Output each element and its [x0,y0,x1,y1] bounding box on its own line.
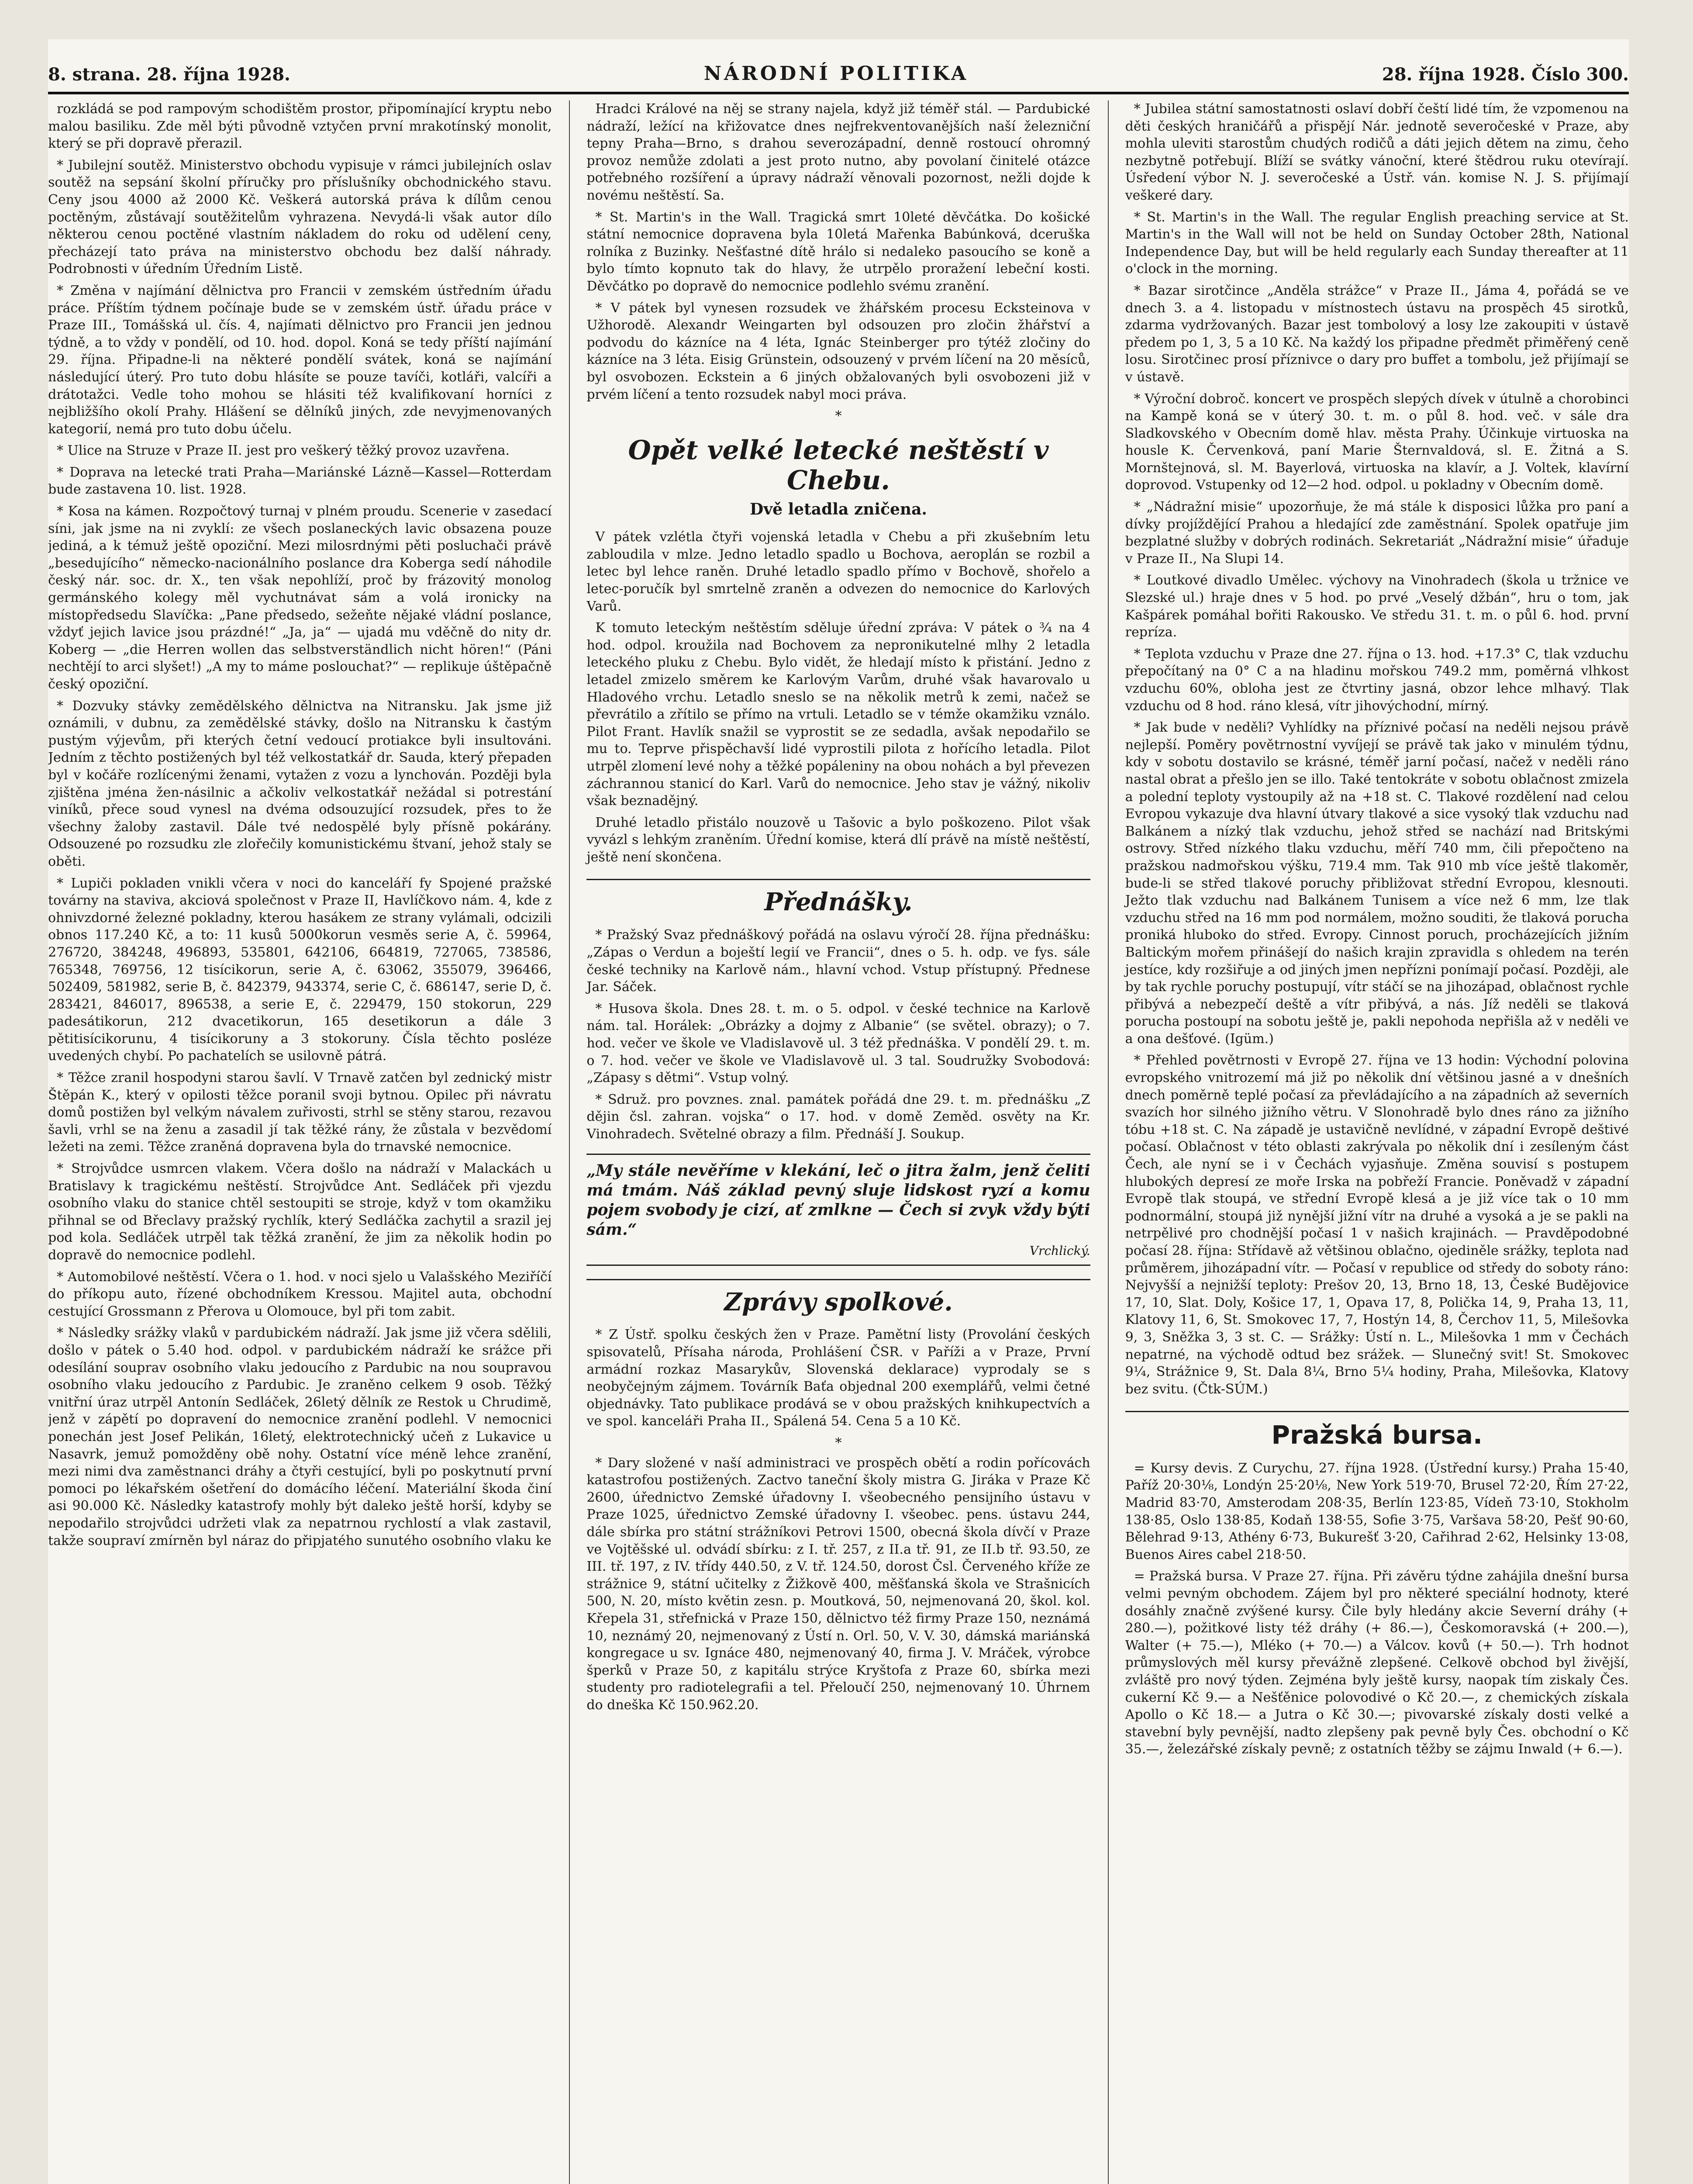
article: rozkládá se pod rampovým schodištěm prostor, připomínající kryptu nebo malou basiliku. Zde měl býti původně vztyčen první mrakotínský monolit, který se při dopravě přerazil. [48,101,552,152]
clubs-section-title: Zprávy spolkové. [586,1279,1090,1319]
issue-date-number: 28. října 1928. Číslo 300. [1382,64,1629,85]
quote-text: „My stále nevěříme v klekání, leč o jitra žalm, jenž čeliti má tmám. Náš základ pevný sluje lidskost ryzí a komu pojem svobody je cizí, ať zmlkne — Čech si zvyk vždy býti sám.“ [586,1161,1090,1239]
article: * Kosa na kámen. Rozpočtový turnaj v plném proudu. Scenerie v zasedací síni, jak jsme na ni zvyklí: ze všech poslaneckých lavic obsazena pouze jediná, a k témuž ještě opoziční. Mezi milosrdnými pěti posluchači právě „besedujícího“ německo-nacionálního poslance dra Koberga sedí náhodile český nár. soc. dr. X., ten však nepohlíží, proč by frázovitý monolog germánského kolegy měl vychutnávat sám a volá ironicky na místopředsedu Slavíčka: „Pane předsedo, sežeňte nějaké vládní poslance, vždyť jejich lavice jsou prázdné!“ „Ja, ja“ — ujadá mu vděčně do nity dr. Koberg — „die Herren wollen das selbstverständlich nicht hören!“ (Páni nechtějí to arci slyšet!) „A my to máme poslouchat?“ — replikuje úštěpačně český opoziční. [48,504,552,692]
article: * Sdruž. pro povznes. znal. památek pořádá dne 29. t. m. přednášku „Z dějin čsl. zahran. vojska“ o 17. hod. v domě Zeměd. osvěty na Kr. Vinohradech. Světelné obrazy a film. Přednáší J. Soukup. [586,1092,1090,1142]
article: * Loutkové divadlo Umělec. výchovy na Vinohradech (škola u tržnice ve Slezské ul.) hraje dnes v 5 hod. po prvé „Veselý džbán“, hru o tom, jak Kašpárek pomáhal bořiti Rakousko. Ve středu 31. t. m. o půl 6. hod. první repríza. [1125,573,1629,640]
article: * V pátek byl vynesen rozsudek ve žhářském procesu Ecksteinova v Užhorodě. Alexandr Weingarten byl odsouzen pro zločin žhářství a podvodu do kázníce na 4 léta, Ignác Steinberger pro týtéž zločiny do kázníce na 3 léta. Eisig Grünstein, odsouzený v prvém líčení na 20 měsíců, byl osvobozen. Eckstein a 6 jiných obžalovaných byli osvobozeni již v prvém líčení a tento rozsudek nabyl moci práva. [586,300,1090,402]
article: K tomuto leteckým neštěstím sděluje úřední zpráva: V pátek o ¾ na 4 hod. odpol. kroužila nad Bochovem za nepronikutelné mlhy 2 letadla leteckého pluku z Chebu. Bylo vidět, že hledají místo k přistání. Jedno z letadel zmizelo směrem ke Karlovým Varům, druhé však havarovalo u Hladového vrchu. Letadlo sneslo se na několik metrů k zemi, načež se převrátilo a zřítilo se přímo na vrtuli. Letadlo se v témže okamžiku vználo. Pilot Frant. Havlík snažil se vyprostit se ze sedadla, avšak nepodařilo se mu to. Teprve přispěchavší lidé vyprostili pilota z hořícího letadla. Pilot utrpěl zlomení levé nohy a těžké popáleniny na obou nohách a byl převezen záchrannou stanicí do Karl. Varů do nemocnice. Jeho stav je vážný, nikoliv však beznadějný. [586,620,1090,809]
article: * Pražský Svaz přednáškový pořádá na oslavu výročí 28. října přednášku: „Zápas o Verdun a boještí legií ve Francii“, dnes o 5. h. odp. ve fys. sále české techniky na Karlově nám., hlavní vchod. Vstup přístupný. Přednese Jar. Sáček. [586,927,1090,995]
column-2 [569,100,1090,2184]
quote-author: Vrchlický. [1029,1243,1090,1258]
article: * Bazar sirotčince „Anděla strážce“ v Praze II., Jáma 4, pořádá se ve dnech 3. a 4. listopadu v místnostech ústavu na prospěch 45 sirotků, zdarma vydržovaných. Bazar jest tombolový a losy lze zakoupiti v ústavě předem po 1, 3, 5 a 10 Kč. Na každý los připadne předmět přiměřený ceně losu. Sirotčinec prosí příznivce o dary pro buffet a tombolu, jež přijímají se v ústavě. [1125,283,1629,385]
article: * Jubilea státní samostatnosti oslaví dobří čeští lidé tím, že vzpomenou na děti českých hraničářů a přispějí Nár. jednotě severočeské v Praze, aby mohla uleviti starostům chudých rodičů a dáti jejich dětem na zimu, čeho nezbytně potřebují. Blíží se svátky vánoční, které štědrou ruku otevírají. Úsředení výbor N. J. severočeské a Ústř. ván. komise N. J. S. přijímají veškeré dary. [1125,101,1629,203]
article: Hradci Králové na něj se strany najela, když již téměř stál. — Pardubické nádraží, ležící na křižovatce dnes nejfrekventovanějších naší železniční tepny Praha—Brno, s drahou severozápadní, denně rostoucí ohromný provoz nemůže zdolati a jest proto nutno, aby povolaní činitelé otázce potřebného rozšíření a úpravy nádraží věnovali pozornost, nežli dojde k novému neštěstí. Sa. [586,101,1090,203]
article: * Ulice na Struze v Praze II. jest pro veškerý těžký provoz uzavřena. [57,443,510,459]
article: * Následky srážky vlaků v pardubickém nádraží. Jak jsme již včera sdělili, došlo v pátek o 5.40 hod. odpol. v pardubickém nádraží ke srážce při odesílání souprav osobního vlaku jedoucího z Pardubic na nou soupravou osobního vlaku jedoucího z Pardubic. Je zraněno celkem 9 osob. Těžký vnitřní úraz utrpěl Antonín Sedláček, 26letý dělník ze Restok u Chrudimě, jenž v zápětí po dopravení do nemocnice zranění podlehl. V nemocnici ponechán jest Josef Pelikán, 16letý, elektrotechnický učeň z Lukavice u Nasavrk, jemuž pomožděny obě nohy. Ostatní více méně lehce zranění, mezi nimi dva zaměstnanci dráhy a čtyři cestující, byli po poskytnutí první pomoci po lékařském ošetření do domácího léčení. Materiální škoda činí asi 90.000 Kč. Následky katastrofy mohly být daleko ještě horší, kdyby se nepodařilo strojvůdci udržeti vlak za nepatrnou rychlostí a vlak zastavil, takže soupraví zmírněn byl náraz do připjatého sunutého osobního vlaku ke [48,1325,552,1548]
air-crash-subheadline: Dvě letadla zničena. [750,500,927,518]
bursa-section-title: Pražská bursa. [1125,1411,1629,1452]
article: * Strojvůdce usmrcen vlakem. Včera došlo na nádraží v Malackách u Bratislavy k tragickému neštěstí. Strojvůdce Ant. Sedláček při vjezdu osobního vlaku do stanice chtěl sestoupiti se stroje, když v tom okamžiku přihnal se od Břeclavy pražský rychlík, který Sedláčka zachytil a srazil jej pod kola. Sedláček utrpěl tak těžká zranění, že jim za několik hodin po dopravě do nemocnice podlehl. [48,1161,552,1263]
newspaper-page [48,39,1629,2184]
column-1 [48,100,552,2184]
newspaper-title: NÁRODNÍ POLITIKA [703,62,969,85]
article: = Pražská bursa. V Praze 27. října. Při závěru týdne zahájila dnešní bursa velmi pevným obchodem. Zájem byl pro některé speciální hodnoty, které dosáhly značně zvýšené kursy. Čile byly hledány akcie Severní dráhy (+ 280.—), požitkové listy též dráhy (+ 86.—), Českomoravská (+ 200.—), Walter (+ 75.—), Mléko (+ 70.—) a Válcov. kovů (+ 50.—). Trh hodnot průmyslových měl kursy převážně zlepšené. Celkově obchod byl živější, zvláště pro nový týden. Zejména byly ještě kursy, naopak tím ziskaly Čes. cukerní Kč 9.— a Nešťěnice polovodivé o Kč 20.—, z chemických získala Apollo o Kč 18.— a Jutra o Kč 30.—; pivovarské získaly dosti velké a stavební byly pevnější, nadto zlepšeny pak pevně byly Čes. obchodní o Kč 35.—, železářské získaly pevně; z ostatních těžby se zájmu Inwald (+ 6.—). [1125,1569,1629,1757]
air-crash-headline: Opět velké letecké neštěstí v Chebu. [628,435,1049,496]
poem-quote [586,1154,1090,1266]
article: * Změna v najímání dělnictva pro Francii v zemském ústředním úřadu práce. Příštím týdnem počínaje bude se v zemském ústř. úřadu práce v Praze III., Tomášská ul. čís. 4, najímati dělnictvo pro Francii jen jednou týdně, a to vždy v pondělí, od 10. hod. dopol. Koná se tedy příští najímání 29. října. Připadne-li na některé pondělí svátek, koná se najímání následující úterý. Pro tuto dobu hlásíte se pouze tavíči, kotláři, valcíři a drátotažci. Vedle toho mohou se hlásiti též kvalifikovaní horníci z nejbližšího okolí Prahy. Hlášení se dělníků jiných, zde nevyjmenovaných kategorií, nemá pro tuto dobu účelu. [48,283,552,437]
article: V pátek vzlétla čtyři vojenská letadla v Chebu a při zkušebním letu zabloudila v mlze. Jedno letadlo spadlo u Bochova, aeroplán se rozbil a letec byl lehce raněn. Druhé letadlo spadlo přímo v Bochově, shořelo a letec-poručík byl smrtelně zraněn a odvezen do nemocnice do Karlových Varů. [586,529,1090,614]
article: * Výroční dobroč. koncert ve prospěch slepých dívek v útulně a chorobinci na Kampě koná se v úterý 30. t. m. o půl 8. hod. več. v sále dra Sladkovského v Obecním domě hlav. města Prahy. Účinkuje virtuoska na housle K. Červenková, paní Marie Šternvaldová, sl. E. Žitná a S. Mornštejnová, sl. M. Bayerlová, virtuoska na klavír, a J. Voltek, klavírní doprovod. Vstupenky od 12—2 hod. odpol. u pokladny v Obecním domě. [1125,391,1629,493]
separator-star: * [835,408,842,424]
article: Druhé letadlo přistálo nouzově u Tašovic a bylo poškozeno. Pilot však vyvázl s lehkým zraněním. Úřední komise, která dlí právě na místě neštěstí, ještě není skončena. [586,815,1090,865]
page-number-date: 8. strana. 28. října 1928. [48,64,290,85]
lectures-section-title: Přednášky. [586,879,1090,919]
article: * Dozvuky stávky zemědělského dělnictva na Nitransku. Jak jsme již oznámili, v dubnu, za zemědělské stávky, došlo na Nitransku k častým pustým výjevům, při kterých četní vedoucí protiakce byli insultováni. Jedním z těchto postižených byl též velkostatkář dr. Sauda, který přepaden byl v kočáře rozlícenými ženami, vytažen z vozu a lynchován. Později byla zjištěna jména žen-násilnic a ačkoliv velkostatkář nežádal si potrestání viníků, přece soud vynesl na dvéma odsouzující rozsudek, přes to že všechny žaloby zastavil. Dále tvé nedospělé byly přísně pokárány. Odsouzené po rozsudku zle zlořečily komunistickému štvaní, jehož staly se oběti. [48,698,552,869]
article: * Těžce zranil hospodyni starou šavlí. V Trnavě zatčen byl zednický mistr Štěpán K., který v opilosti těžce poranil svoji bytnou. Opilec při návratu domů postižen byl velkým návalem zuřivosti, strhl se stěny starou, rezavou šavli, vrhl se na ženu a zasadil jí tak těžké rány, že zůstala v bezvědomí ležeti na zemi. Těžce zraněná dopravena byla do trnavské nemocnice. [48,1070,552,1155]
article: * Přehled povětrnosti v Evropě 27. října ve 13 hodin: Východní polovina evropského vnitrozemí má již po několik dní většinou jasné a v dnešních dnech poměrně teplé počasí za převládajícího a na západních až severních svazích hor silného jižního větru. V Slonohradě bylo dnes ráno za jižního tóbu +18 st. C. Na západě je ustavičně nevlídné, v západní Evropě deštivé počasí. Oblačnost v této oblasti zakrývala po několik dní i zesíleným část Čech, ale nyní se i v Čechách vyjasňuje. Změna souvisí s postupem hlubokých depresí ze moře Irska na pobřeží Francie. Poněvadž v západní Evropě tlak stoupá, ve střední Evropě klesá a je již více tak o 10 mm podnormální, stoupá již nynější jižní vítr na druhé a vysoká a je se pakli na netrpělivé pro chodnější počasí 1 v našich krajinách. — Pravděpodobné počasí 28. října: Střídavě až většinou oblačno, ojediněle srážky, teplota nad průměrem, jihozápadní vítr. — Počasí v republice od středy do soboty ráno: Nejvyšší a nejnižší teploty: Prešov 20, 13, Brno 18, 13, České Budějovice 17, 10, Slat. Doly, Košice 17, 1, Opava 17, 8, Polička 14, 9, Praha 13, 11, Klatovy 11, 6, St. Smokovec 17, 7, Hostýn 14, 8, Čerchov 11, 5, Milešovka 9, 3, Sněžka 3, 3 st. C. — Srážky: Ústí n. L., Milešovka 1 mm v Čechách nepatrné, na východě odtud bez srážek. — Slunečný svit! St. Smokovec 9¼, Strážnice 9, St. Dala 8¼, Brno 5¼ hodiny, Praha, Milešovka, Klatovy bez svitu. (Čtk-SÚM.) [1125,1053,1629,1397]
article: * Teplota vzduchu v Praze dne 27. října o 13. hod. +17.3° C, tlak vzduchu přepočítaný na 0° C a na hladinu mořskou 749.2 mm, poměrná vlhkost vzduchu 60%, obloha jest ze čtvrtiny jasná, obzor lehce mlhavý. Tlak vzduchu od 8 hod. ráno klesá, vítr jihovýchodní, mírný. [1125,646,1629,714]
article: * Husova škola. Dnes 28. t. m. o 5. odpol. v české technice na Karlově nám. tal. Horálek: „Obrázky a dojmy z Albanie“ (se světel. obrazy); o 7. hod. večer ve škole ve Vladislavově ul. 3 též přednáška. V pondělí 29. t. m. o 7. hod. večer ve škole ve Vladislavově ul. 3 tal. Soudružky Svobodová: „Zápasy s dětmi“. Vstup volný. [586,1001,1090,1086]
article: * „Nádražní misie“ upozorňuje, že má stále k disposici lůžka pro paní a dívky projíždějící Prahou a hledající zde zaměstnání. Spolek opatřuje jim bezplatné služby v dobrých rodinách. Sekretariát „Nádražní misie“ úřaduje v Praze II., Na Slupi 14. [1125,499,1629,567]
article: * Z Ústř. spolku českých žen v Praze. Pamětní listy (Provolání českých spisovatelů, Přísaha národa, Prohlášení ČSR. v Paříži a v Praze, První armádní rozkaz Masarykův, Slovenská deklarace) vyprodaly se s neobyčejným zájmem. Továrník Baťa objednal 200 exemplářů, velmi četné objednávky. Tato publikace prodává se v obou pražských knihkupectvích a ve spol. kanceláři Praha II., Spálená 54. Cena 5 a 10 Kč. [586,1327,1090,1429]
article: * Automobilové neštěstí. Včera o 1. hod. v noci sjelo u Valašského Meziříčí do příkopu auto, řízené obchodníkem Kressou. Majitel auta, obchodní cestující Grossmann z Přerova u Olomouce, byl při tom zabit. [48,1269,552,1319]
separator-star: * [835,1435,842,1451]
article: * Jak bude v neděli? Vyhlídky na příznivé počasí na neděli nejsou právě nejlepší. Poměry povětrnostní vyvíjejí se právě tak jako v minulém týdnu, kdy v sobotu dostavilo se krásné, téměř jarní počasí, načež v neděli ráno nastal obrat a přešlo jen se illo. Také tentokráte v sobotu oblačnost zmizela a polední teploty vystoupily až na +18 st. C. Tlakové rozdělení nad celou Evropou vykazuje dva hlavní útvary tlakové a sice vysoký tlak vzduchu nad Balkánem a nízký tlak vzduchu, jehož střed se nachází nad Britskými ostrovy. Střed nízkého tlaku vzduchu, měří 740 mm, čili přepočteno na pražskou nadmořskou výšku, 719.4 mm. Tak 910 mb více ještě tlakoměr, bude-li se střed tlakové poruchy přibližovat střední Evropou, klesnouti. Ježto tlak vzduchu nad Balkánem Tunisem a více než 6 mm, lze tlak vzduchu střed na 16 mm pod normálem, možno souditi, že tlaková porucha proniká hluboko do střed. Evropy. Cinnost poruch, procházejících jižním Baltickým mořem přinášejí do našich krajin zpravidla s ohledem na terén jestíce, kdy rozšiřuje a od jiných jmen nepřízni ponímají počasí. Později, ale by tak rychle poruchy postupují, vítr stáčí se na jihozápad, oblačnost rychle přibývá a nebezpečí deště a vítr přibývá, a nás. Jíž neděli se tlaková porucha postoupí na sobotu ještě je, pakli nepohoda nepřišla až v neděli ve a ona dešťové. (Igüm.) [1125,720,1629,1047]
article: * Dary složené v naší administraci ve prospěch obětí a rodin pořícovách katastrofou postižených. Zactvo taneční školy mistra G. Jiráka v Praze Kč 2600, úřednictvo Zemské úřadovny I. všeobecného pensijního ústavu v Praze 1025, úřednictvo Zemské úřadovny I. všeobec. pens. ústavu 244, dále sbírka pro státní strážníkovi Petrovi 1500, obecná škola dívčí v Praze ve Vojtěšské ul. odvádí sbírku: z I. tř. 257, z II.a tř. 91, ze II.b tř. 93.50, ze III. tř. 197, z IV. třídy 440.50, z V. tř. 124.50, dorost Čsl. Červeného kříže ze strážnice 9, státní učitelky z Žižkově 400, měšťanská škola ve Strašnicích 500, N. 20, místo květin zesn. p. Moutková, 50, nejmenovaná 20, škol. kol. Křepela 31, střefnická v Praze 150, dělnictvo též firmy Praze 150, neznámá 10, neznámý 20, nejmenovaný z Ústí n. Orl. 50, V. V. 30, dámská mariánská kongregace u sv. Ignáce 480, nejmenovaný 40, firma J. V. Mráček, výrobce šperků v Praze 50, z kapitálu strýce Kryštofa z Praze 60, sbírka mezi studenty pro radiotelegrafii a tel. Přeloučí 250, nejmenovaný 10. Úhrnem do dneška Kč 150.962.20. [586,1455,1090,1713]
article: = Kursy devis. Z Curychu, 27. října 1928. (Ústřední kursy.) Praha 15·40, Paříž 20·30⅛, Londýn 25·20⅛, New York 519·70, Brusel 72·20, Řím 27·22, Madrid 83·70, Amsterodam 208·35, Berlín 123·85, Vídeň 73·10, Stokholm 138·85, Oslo 138·85, Kodaň 138·55, Sofie 3·75, Varšava 58·20, Pešť 90·60, Bělehrad 9·13, Athény 6·73, Bukurešť 3·20, Cařihrad 2·62, Helsinky 13·08, Buenos Aires cabel 218·50. [1125,1460,1629,1562]
article: * St. Martin's in the Wall. Tragická smrt 10leté děvčátka. Do košické státní nemocnice dopravena byla 10letá Mařenka Babúnková, dceruška rolníka z Buzinky. Nešťastné dítě hrálo si nedaleko pasoucího se koně a bylo tímto kopnuto tak do hlavy, že utrpělo proražení lebeční kosti. Děvčátko po dopravě do nemocnice podlehlo svému zranění. [586,209,1090,294]
article: * Doprava na letecké trati Praha—Mariánské Lázně—Kassel—Rotterdam bude zastavena 10. list. 1928. [48,464,552,498]
article: * Jubilejní soutěž. Ministerstvo obchodu vypisuje v rámci jubilejních oslav soutěž na sepsání školní příručky pro příslušníky obchodnického stavu. Ceny jsou 4000 až 2000 Kč. Veškerá autorská práva k dílům cenou poctěným, zůstávají soutěžitelům vyhrazena. Nevydá-li však autor dílo některou cenou poctěné vlastním nákladem do roku od udělení ceny, přecházejí tato práva na ministerstvo obchodu bez další náhrady. Podrobnosti v úředním Úředním Listě. [48,157,552,277]
columns [48,100,1629,2184]
article: * Lupiči pokladen vnikli včera v noci do kanceláří fy Spojené pražské továrny na staviva, akciová společnost v Praze II, Havlíčkovo nám. 4, kde z ohnivzdorné železné pokladny, kterou hasákem ze strany vylámali, odcizili obnos 117.240 Kč, a to: 11 kusů 5000korun vesměs serie A, č. 59964, 276720, 384248, 496893, 535801, 642106, 664819, 727065, 738586, 765348, 769756, 12 tisícikorun, serie A, č. 63062, 355079, 396466, 502409, 581982, serie B, č. 842379, 943374, serie C, č. 686147, serie D, č. 283421, 846017, 896538, a serie E, č. 229479, 150 stokorun, 229 padesátikorun, 212 dvacetikorun, 165 desetikorun a dále 3 pětitisícikorunu, 4 tisícikoruny a 3 stokoruny. Čísla těchto posléze uvedených chybí. Po pachatelích se usilovně pátrá. [48,875,552,1064]
column-3 [1108,100,1629,2184]
masthead [48,39,1629,94]
article: * St. Martin's in the Wall. The regular English preaching service at St. Martin's in the Wall will not be held on Sunday October 28th, National Independence Day, but will be held regularly each Sunday thereafter at 11 o'clock in the morning. [1125,209,1629,277]
